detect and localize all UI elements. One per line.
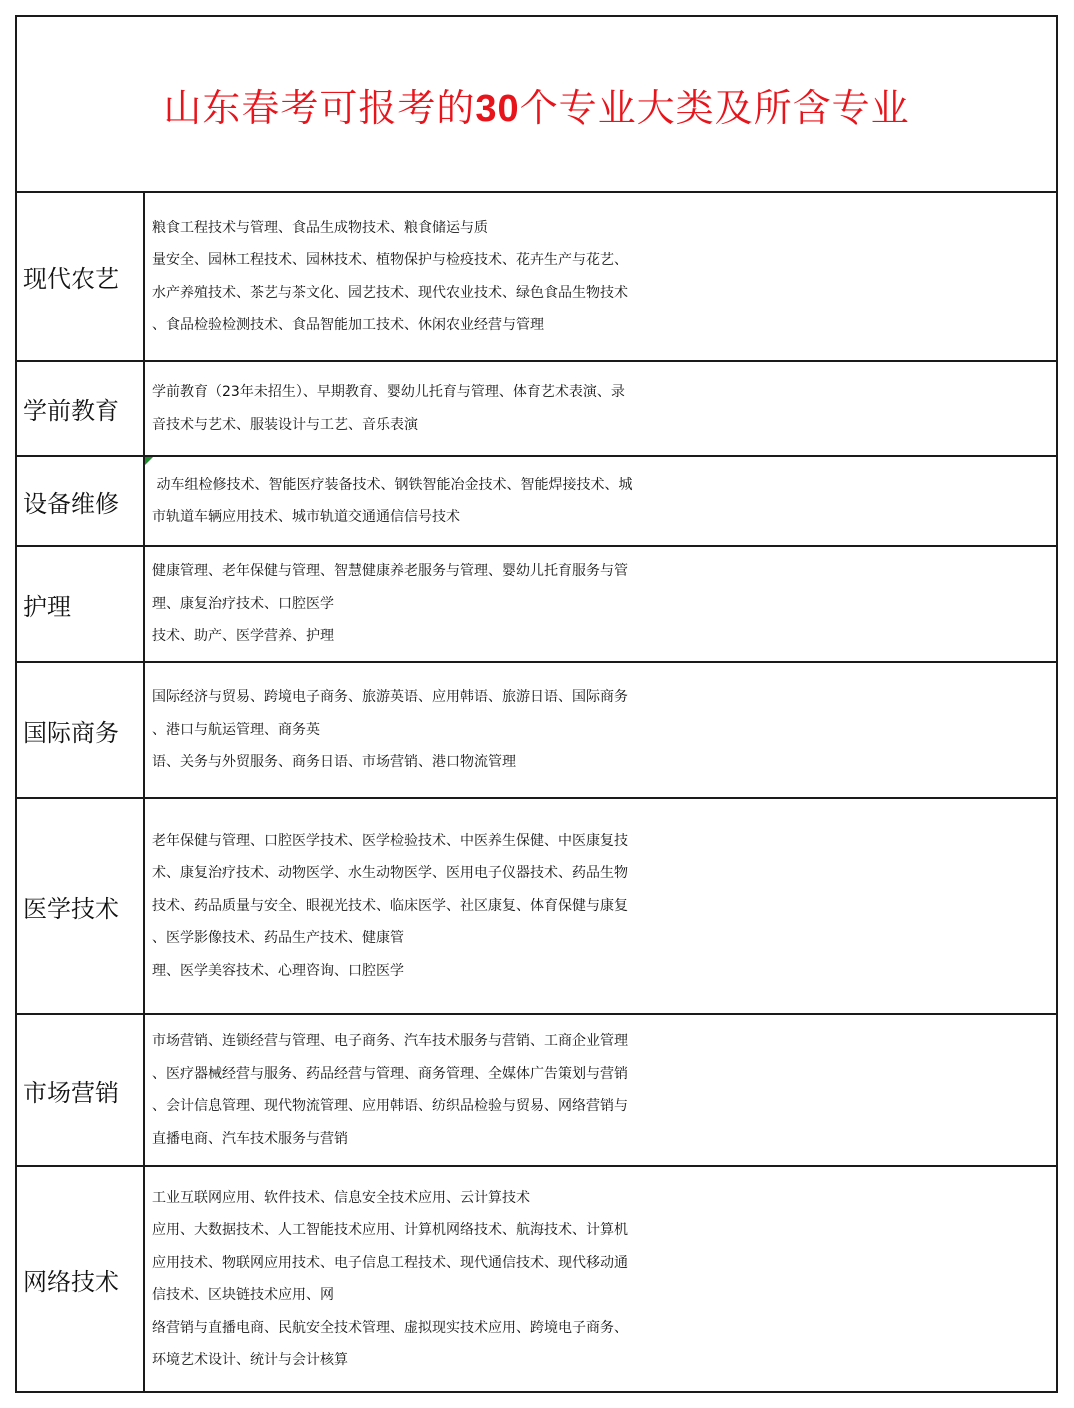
majors-line: 老年保健与管理、口腔医学技术、医学检验技术、中医养生保健、中医康复技: [152, 832, 628, 849]
majors-line: 技术、助产、医学营养、护理: [152, 628, 334, 645]
majors-line: 音技术与艺术、服装设计与工艺、音乐表演: [152, 416, 418, 433]
majors-line: 应用技术、物联网应用技术、电子信息工程技术、现代通信技术、现代移动通: [152, 1254, 628, 1271]
category-cell: 医学技术: [16, 798, 144, 1014]
majors-line: 学前教育（23年未招生）、早期教育、婴幼儿托育与管理、体育艺术表演、录: [152, 384, 625, 400]
category-cell: 市场营销: [16, 1014, 144, 1166]
majors-line: 动车组检修技术、智能医疗装备技术、钢铁智能冶金技术、智能焊接技术、城: [152, 476, 633, 493]
category-cell: 设备维修: [16, 456, 144, 546]
majors-line: 、医学影像技术、药品生产技术、健康管: [152, 930, 404, 947]
category-cell: 国际商务: [16, 662, 144, 798]
cell-comment-marker: [145, 457, 153, 465]
majors-line: 络营销与直播电商、民航安全技术管理、虚拟现实技术应用、跨境电子商务、: [152, 1319, 628, 1336]
majors-line: 直播电商、汽车技术服务与营销: [152, 1130, 348, 1147]
title-row: [16, 16, 1057, 192]
majors-line: 国际经济与贸易、跨境电子商务、旅游英语、应用韩语、旅游日语、国际商务: [152, 689, 628, 706]
majors-line: 、食品检验检测技术、食品智能加工技术、休闲农业经营与管理: [152, 317, 544, 333]
table-row: [16, 192, 1057, 361]
majors-line: 环境艺术设计、统计与会计核算: [152, 1352, 348, 1368]
majors-cell: [144, 546, 1057, 662]
majors-cell: [144, 192, 1057, 361]
category-cell: 护理: [16, 546, 144, 662]
table-row: [16, 662, 1057, 798]
majors-cell: [144, 1166, 1057, 1392]
table-row: [16, 456, 1057, 546]
majors-line: 术、康复治疗技术、动物医学、水生动物医学、医用电子仪器技术、药品生物: [152, 865, 628, 882]
majors-line: 、港口与航运管理、商务英: [152, 721, 320, 738]
majors-line: 信技术、区块链技术应用、网: [152, 1287, 334, 1303]
category-cell: 学前教育: [16, 361, 144, 456]
majors-cell: [144, 361, 1057, 456]
category-cell: 网络技术: [16, 1166, 144, 1392]
majors-line: 粮食工程技术与管理、食品生成物技术、粮食储运与质: [152, 219, 488, 236]
table-row: [16, 1014, 1057, 1166]
title-number: 30: [475, 87, 520, 130]
majors-line: 水产养殖技术、茶艺与茶文化、园艺技术、现代农业技术、绿色食品生物技术: [152, 284, 628, 301]
majors-line: 、会计信息管理、现代物流管理、应用韩语、纺织品检验与贸易、网络营销与: [152, 1098, 628, 1114]
title-before: 山东春考可报考的: [163, 85, 476, 130]
majors-line: 技术、药品质量与安全、眼视光技术、临床医学、社区康复、体育保健与康复: [152, 897, 628, 914]
majors-line: 工业互联网应用、软件技术、信息安全技术应用、云计算技术: [152, 1189, 530, 1206]
title-after: 个专业大类及所含专业: [519, 85, 910, 130]
majors-line: 市轨道车辆应用技术、城市轨道交通通信信号技术: [152, 509, 460, 525]
table-row: [16, 546, 1057, 662]
majors-line: 、医疗器械经营与服务、药品经营与管理、商务管理、全媒体广告策划与营销: [152, 1065, 628, 1082]
category-cell: 现代农艺: [16, 192, 144, 361]
majors-line: 理、康复治疗技术、口腔医学: [152, 595, 334, 612]
table-row: [16, 798, 1057, 1014]
table-row: [16, 361, 1057, 456]
majors-line: 应用、大数据技术、人工智能技术应用、计算机网络技术、航海技术、计算机: [152, 1222, 628, 1238]
majors-cell: [144, 662, 1057, 798]
majors-line: 理、医学美容技术、心理咨询、口腔医学: [152, 962, 404, 979]
majors-line: 健康管理、老年保健与管理、智慧健康养老服务与管理、婴幼儿托育服务与管: [152, 563, 628, 580]
majors-cell: [144, 1014, 1057, 1166]
majors-cell: [144, 798, 1057, 1014]
majors-line: 市场营销、连锁经营与管理、电子商务、汽车技术服务与营销、工商企业管理: [152, 1033, 628, 1049]
majors-line: 量安全、园林工程技术、园林技术、植物保护与检疫技术、花卉生产与花艺、: [152, 252, 628, 268]
page-title: [163, 86, 909, 130]
majors-cell: [144, 456, 1057, 546]
majors-line: 语、关务与外贸服务、商务日语、市场营销、港口物流管理: [152, 754, 516, 771]
table-row: [16, 1166, 1057, 1392]
majors-table: [15, 15, 1058, 1393]
title-cell: [16, 16, 1057, 192]
